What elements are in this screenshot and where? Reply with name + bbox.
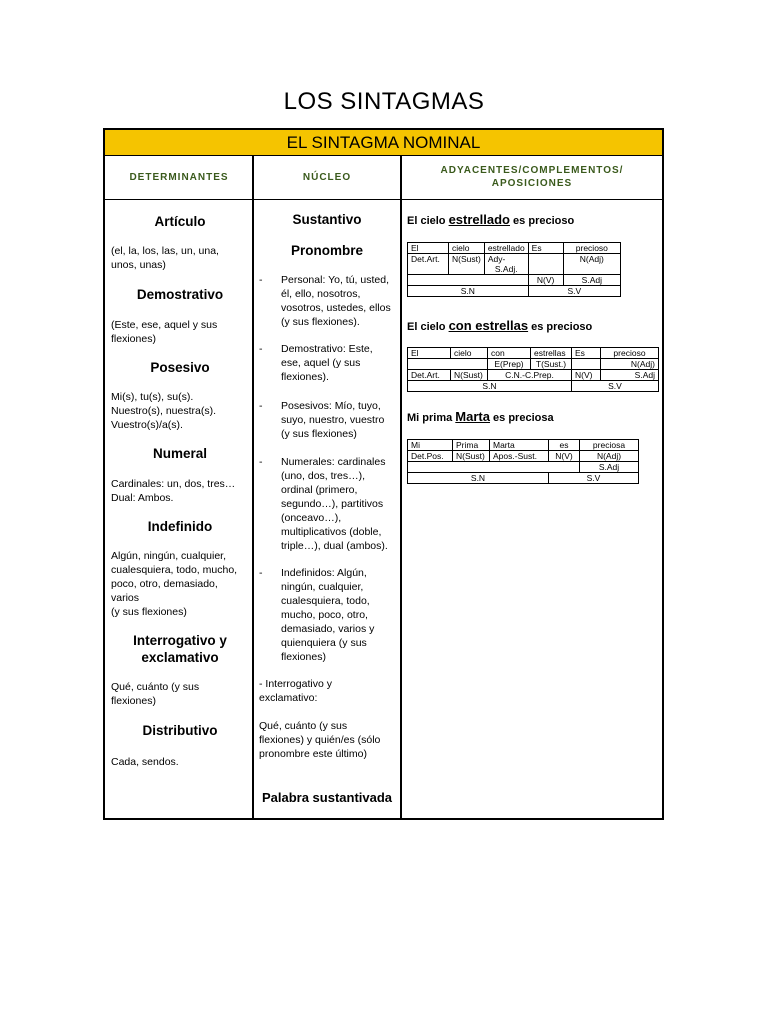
table-cell: Es: [528, 243, 563, 254]
column-header-row: [105, 156, 662, 200]
table-cell: N(V): [549, 451, 580, 462]
text-line: Mi(s), tu(s), su(s).: [111, 391, 194, 403]
table-cell: precioso: [563, 243, 620, 254]
demostrativo-text: [281, 342, 373, 384]
posesivo-heading: Posesivo: [150, 360, 210, 375]
posesivo-text: [111, 390, 216, 432]
text-line: vosotros, ustedes, ellos: [281, 302, 391, 314]
table-cell: Es: [572, 348, 601, 359]
column-divider: [400, 156, 402, 820]
text-line: (el, la, los, las, un, una,: [111, 245, 219, 257]
table-cell: Det.Art.: [408, 254, 449, 275]
table-cell: cielo: [451, 348, 488, 359]
text-line: (uno, dos, tres…),: [281, 470, 366, 482]
table-cell: N(Sust): [453, 451, 490, 462]
text-line: triple…), dual (ambos).: [281, 540, 388, 552]
table-cell: S.Adj: [563, 275, 620, 286]
articulo-heading: Artículo: [154, 214, 206, 229]
text-line: Qué, cuánto (y sus: [259, 720, 348, 732]
table-cell: [408, 462, 580, 473]
table-cell: S.N: [408, 473, 549, 484]
table-cell: S.N: [408, 381, 572, 392]
text-line: Numerales: cardinales: [281, 456, 386, 468]
text-line: Cardinales: un, dos, tres…: [111, 478, 236, 490]
table-cell: Apos.-Sust.: [490, 451, 549, 462]
text-line: suyo, nuestro, vuestro: [281, 414, 385, 426]
palabra-sustantivada-heading: Palabra sustantivada: [261, 790, 393, 805]
sentence-part: El cielo: [407, 321, 449, 333]
table-cell: S.V: [528, 286, 620, 297]
analysis-table-2: [407, 347, 659, 392]
distributivo-heading: Distributivo: [142, 723, 218, 738]
interrogativo-text: [111, 680, 199, 708]
page-title: LOS SINTAGMAS: [283, 88, 485, 115]
text-line: exclamativo:: [259, 692, 318, 704]
header-adyacentes-line2: APOSICIONES: [491, 178, 573, 189]
analysis-table-3: [407, 439, 639, 484]
text-line: segundo…), partitivos: [281, 498, 384, 510]
heading-line: exclamativo: [141, 650, 219, 665]
text-line: Qué, cuánto (y sus: [111, 681, 200, 693]
table-cell: [528, 254, 563, 275]
text-line: Dual: Ambos.: [111, 492, 174, 504]
text-line: Ady-: [487, 254, 506, 264]
interrogativo-heading: [111, 632, 249, 666]
table-cell: N(Adj): [563, 254, 620, 275]
personal-text: [281, 273, 391, 329]
distributivo-text: [111, 755, 179, 769]
table-cell: Det.Art.: [408, 370, 451, 381]
text-line: flexiones): [281, 651, 326, 663]
header-determinantes: DETERMINANTES: [129, 171, 229, 183]
text-line: pronombre este último): [259, 748, 367, 760]
table-cell: N(Adj): [580, 451, 639, 462]
sentence-keyword: con estrellas: [448, 318, 529, 333]
table-cell: N(Adj): [601, 359, 659, 370]
table-cell: S.Adj: [601, 370, 659, 381]
text-line: Vuestro(s)/a(s).: [111, 419, 183, 431]
table-cell: Det.Pos.: [408, 451, 453, 462]
list-dash: -: [259, 274, 263, 286]
syntagm-table: [103, 128, 664, 820]
text-line: Personal: Yo, tú, usted,: [281, 274, 389, 286]
table-cell: [408, 275, 529, 286]
table-cell: N(V): [572, 370, 601, 381]
sentence-part: Mi prima: [407, 412, 456, 424]
table-cell: es: [549, 440, 580, 451]
text-line: quienquiera (y sus: [281, 637, 367, 649]
table-cell: E(Prep): [488, 359, 531, 370]
text-line: ese, aquel (y sus: [281, 357, 361, 369]
list-dash: -: [259, 343, 263, 355]
text-line: Algún, ningún, cualquier,: [111, 550, 227, 562]
text-line: flexiones): [111, 695, 156, 707]
text-line: poco, otro, demasiado,: [111, 578, 218, 590]
text-line: Posesivos: Mío, tuyo,: [281, 400, 381, 412]
sentence-part: es preciosa: [489, 412, 554, 424]
table-cell: T(Sust.): [531, 359, 572, 370]
table-cell: Mi: [408, 440, 453, 451]
text-line: unos, unas): [111, 259, 166, 271]
text-line: (y sus flexiones): [111, 606, 187, 618]
articulo-text: [111, 244, 219, 272]
text-line: flexiones).: [281, 371, 329, 383]
text-line: cualesquiera, todo,: [281, 595, 370, 607]
table-banner: EL SINTAGMA NOMINAL: [105, 130, 662, 156]
list-dash: -: [259, 567, 263, 579]
text-line: demasiado, varios y: [281, 623, 375, 635]
table-cell: Marta: [490, 440, 549, 451]
table-cell: preciosa: [580, 440, 639, 451]
indefinido-text: [111, 549, 237, 619]
table-cell: C.N.-C.Prep.: [488, 370, 572, 381]
sentence-part: El cielo: [407, 215, 449, 227]
indefinido-heading: Indefinido: [147, 519, 213, 534]
table-cell: S.V: [549, 473, 639, 484]
text-line: Demostrativo: Este,: [281, 343, 373, 355]
interrogativo-label: [259, 677, 332, 705]
table-cell: S.Adj: [580, 462, 639, 473]
text-line: (y sus flexiones): [281, 428, 357, 440]
header-adyacentes: [402, 156, 662, 198]
table-cell: estrellado: [484, 243, 528, 254]
table-cell: [484, 254, 528, 275]
sentence-keyword: Marta: [455, 409, 490, 424]
numeral-heading: Numeral: [152, 446, 208, 461]
posesivos-text: [281, 399, 384, 441]
table-cell: con: [488, 348, 531, 359]
example-sentence-1: [407, 212, 574, 227]
list-dash: -: [259, 400, 263, 412]
text-line: S.Adj.: [494, 264, 518, 274]
table-cell: El: [408, 243, 449, 254]
header-adyacentes-line1: ADYACENTES/COMPLEMENTOS/: [440, 165, 624, 176]
text-line: (y sus flexiones).: [281, 316, 360, 328]
text-line: cualesquiera, todo, mucho,: [111, 564, 238, 576]
text-line: ningún, cualquier,: [281, 581, 364, 593]
heading-line: Interrogativo y: [133, 633, 227, 648]
example-sentence-2: [407, 318, 592, 333]
analysis-table-1: [407, 242, 621, 297]
interrogativo-text: [259, 719, 380, 761]
sentence-part: es precioso: [510, 215, 575, 227]
header-nucleo: NÚCLEO: [302, 171, 352, 183]
table-cell: N(V): [528, 275, 563, 286]
text-line: (onceavo…),: [281, 512, 342, 524]
indefinidos-text: [281, 566, 374, 664]
text-line: flexiones) y quién/es (sólo: [259, 734, 381, 746]
text-line: Cada, sendos.: [111, 756, 179, 768]
sustantivo-heading: Sustantivo: [292, 212, 362, 227]
table-cell: precioso: [601, 348, 659, 359]
text-line: mucho, poco, otro,: [281, 609, 368, 621]
numerales-text: [281, 455, 388, 553]
text-line: ordinal (primero,: [281, 484, 358, 496]
table-cell: S.N: [408, 286, 529, 297]
table-cell: Prima: [453, 440, 490, 451]
text-line: multiplicativos (doble,: [281, 526, 382, 538]
sentence-keyword: estrellado: [448, 212, 510, 227]
table-cell: N(Sust): [449, 254, 485, 275]
demostrativo-heading: Demostrativo: [136, 287, 224, 302]
sentence-part: es precioso: [528, 321, 593, 333]
table-cell: cielo: [449, 243, 485, 254]
text-line: Indefinidos: Algún,: [281, 567, 367, 579]
table-cell: S.V: [572, 381, 659, 392]
table-cell: El: [408, 348, 451, 359]
example-sentence-3: [407, 409, 554, 424]
text-line: - Interrogativo y: [259, 678, 332, 690]
numeral-text: [111, 477, 235, 505]
table-cell: [572, 359, 601, 370]
text-line: él, ello, nosotros,: [281, 288, 361, 300]
table-cell: N(Sust): [451, 370, 488, 381]
text-line: (Este, ese, aquel y sus: [111, 319, 218, 331]
list-dash: -: [259, 456, 263, 468]
text-line: varios: [111, 592, 140, 604]
table-cell: [408, 359, 488, 370]
text-line: Nuestro(s), nuestra(s).: [111, 405, 217, 417]
pronombre-heading: Pronombre: [290, 243, 363, 258]
column-divider: [252, 156, 254, 820]
text-line: flexiones): [111, 333, 156, 345]
demostrativo-text: [111, 318, 217, 346]
table-cell: estrellas: [531, 348, 572, 359]
